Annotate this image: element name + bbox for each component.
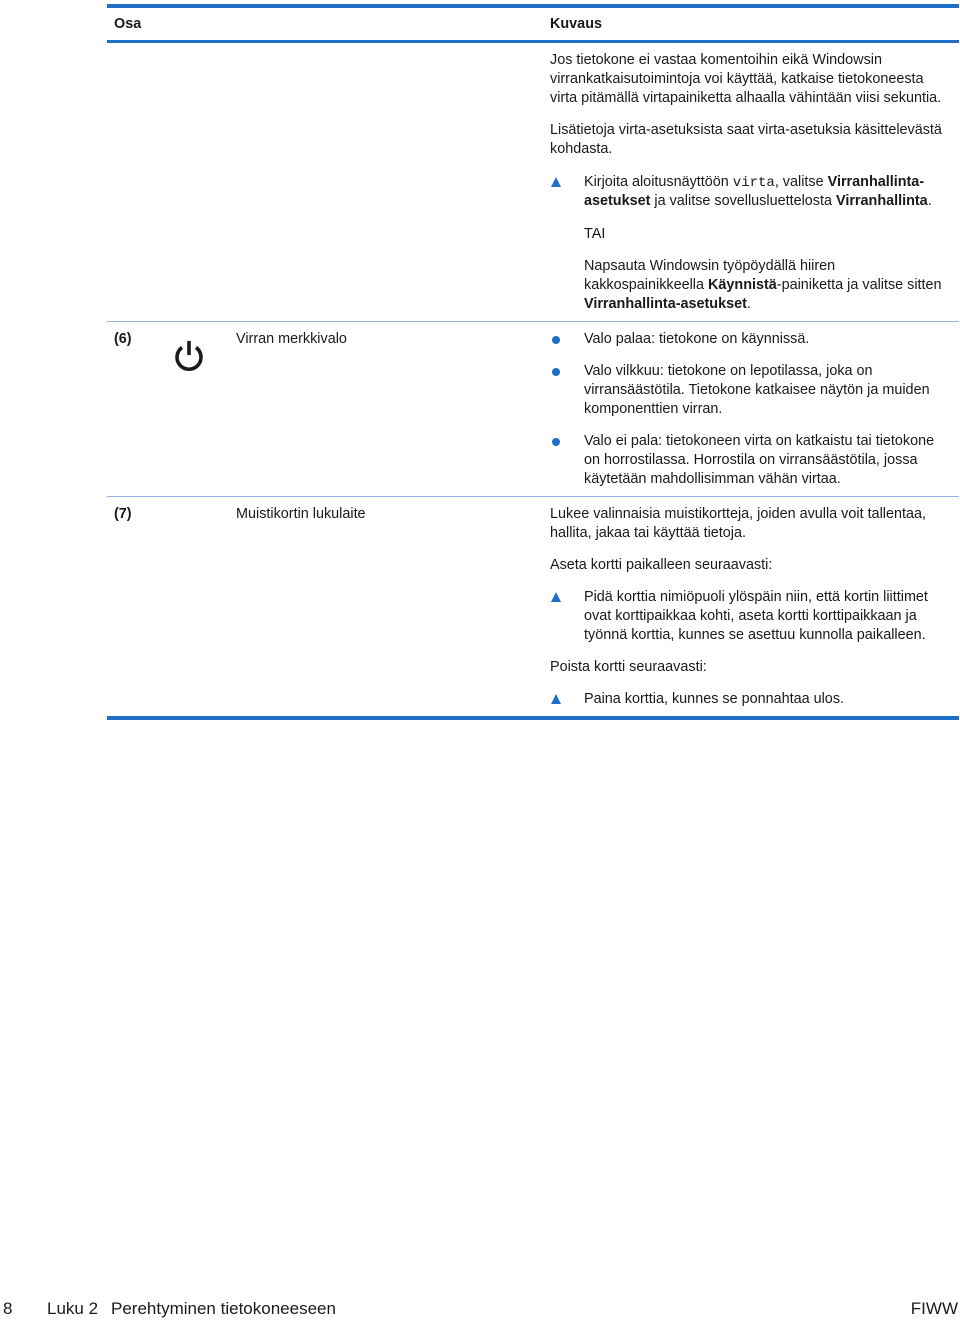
- remove-heading: Poista kortti seuraavasti:: [550, 659, 707, 675]
- row7-number: (7): [114, 506, 132, 522]
- bullet-icon: [552, 368, 560, 376]
- code-virta: virta: [732, 175, 775, 191]
- power-note-line2: virrankatkaisutoimintoja voi käyttää, katkaise tietokoneesta: [550, 71, 924, 87]
- header-part: Osa: [114, 16, 142, 32]
- insert-step-line3: työnnä korttia, kunnes se asettuu kunnolla paikalleen.: [584, 627, 926, 643]
- step1-line1: Kirjoita aloitusnäyttöön virta, valitse Virranhallinta-: [584, 174, 925, 191]
- or-label: TAI: [584, 226, 606, 242]
- row7-desc-line2: hallita, jakaa tai käyttää tietoja.: [550, 525, 746, 541]
- insert-heading: Aseta kortti paikalleen seuraavasti:: [550, 557, 773, 573]
- power-icon: [171, 338, 207, 374]
- alt-line1: Napsauta Windowsin työpöydällä hiiren: [584, 258, 836, 274]
- footer-page-number: 8: [3, 1299, 13, 1318]
- bullet-icon: [552, 438, 560, 446]
- row6-bullet2-line3: komponenttien virran.: [584, 401, 723, 417]
- step-triangle-icon: [551, 694, 561, 704]
- row6-bullet2-line1: Valo vilkkuu: tietokone on lepotilassa, joka on: [584, 363, 873, 379]
- step-triangle-icon: [551, 177, 561, 187]
- power-note-line1: Jos tietokone ei vastaa komentoihin eikä Windowsin: [550, 52, 882, 68]
- footer-chapter: Luku 2: [47, 1299, 99, 1318]
- header-bottom-rule: [107, 40, 959, 43]
- footer-chapter-title: Perehtyminen tietokoneeseen: [111, 1299, 336, 1318]
- insert-step-line2: ovat korttipaikkaa kohti, aseta kortti korttipaikkaan ja: [584, 608, 917, 624]
- header-description: Kuvaus: [550, 16, 602, 32]
- insert-step-line1: Pidä korttia nimiöpuoli ylöspäin niin, että kortin liittimet: [584, 589, 928, 605]
- row6-number: (6): [114, 331, 132, 347]
- footer-doc-code: FIWW: [910, 1299, 958, 1318]
- row6-part-name: Virran merkkivalo: [236, 331, 347, 347]
- row6-bullet3-line2: on horrostilassa. Horrostila on virransäästötila, jossa: [584, 452, 918, 468]
- step-triangle-icon: [551, 592, 561, 602]
- table-top-rule: [107, 4, 959, 8]
- table-bottom-rule: [107, 716, 959, 720]
- row-divider: [107, 321, 959, 322]
- power-note-line3: virta pitämällä virtapainiketta alhaalla vähintään viisi sekuntia.: [550, 90, 942, 106]
- power-info-line1: Lisätietoja virta-asetuksista saat virta-asetuksia käsittelevästä: [550, 122, 942, 138]
- row6-bullet3-line1: Valo ei pala: tietokoneen virta on katkaistu tai tietokone: [584, 433, 935, 449]
- row7-desc-line1: Lukee valinnaisia muistikortteja, joiden avulla voit tallentaa,: [550, 506, 926, 522]
- remove-step: Paina korttia, kunnes se ponnahtaa ulos.: [584, 691, 845, 707]
- row6-bullet3-line3: käytetään mahdollisimman vähän virtaa.: [584, 471, 841, 487]
- bullet-icon: [552, 336, 560, 344]
- row-divider: [107, 496, 959, 497]
- step1-line2: asetukset ja valitse sovellusluettelosta Virranhallinta.: [584, 193, 932, 209]
- power-info-line2: kohdasta.: [550, 141, 613, 157]
- alt-line2: kakkospainikkeella Käynnistä-painiketta ja valitse sitten: [584, 277, 942, 293]
- row6-bullet1: Valo palaa: tietokone on käynnissä.: [584, 331, 810, 347]
- row6-bullet2-line2: virransäästötila. Tietokone katkaisee näytön ja muiden: [584, 382, 930, 398]
- row7-part-name: Muistikortin lukulaite: [236, 506, 366, 522]
- alt-line3: Virranhallinta-asetukset.: [584, 296, 751, 312]
